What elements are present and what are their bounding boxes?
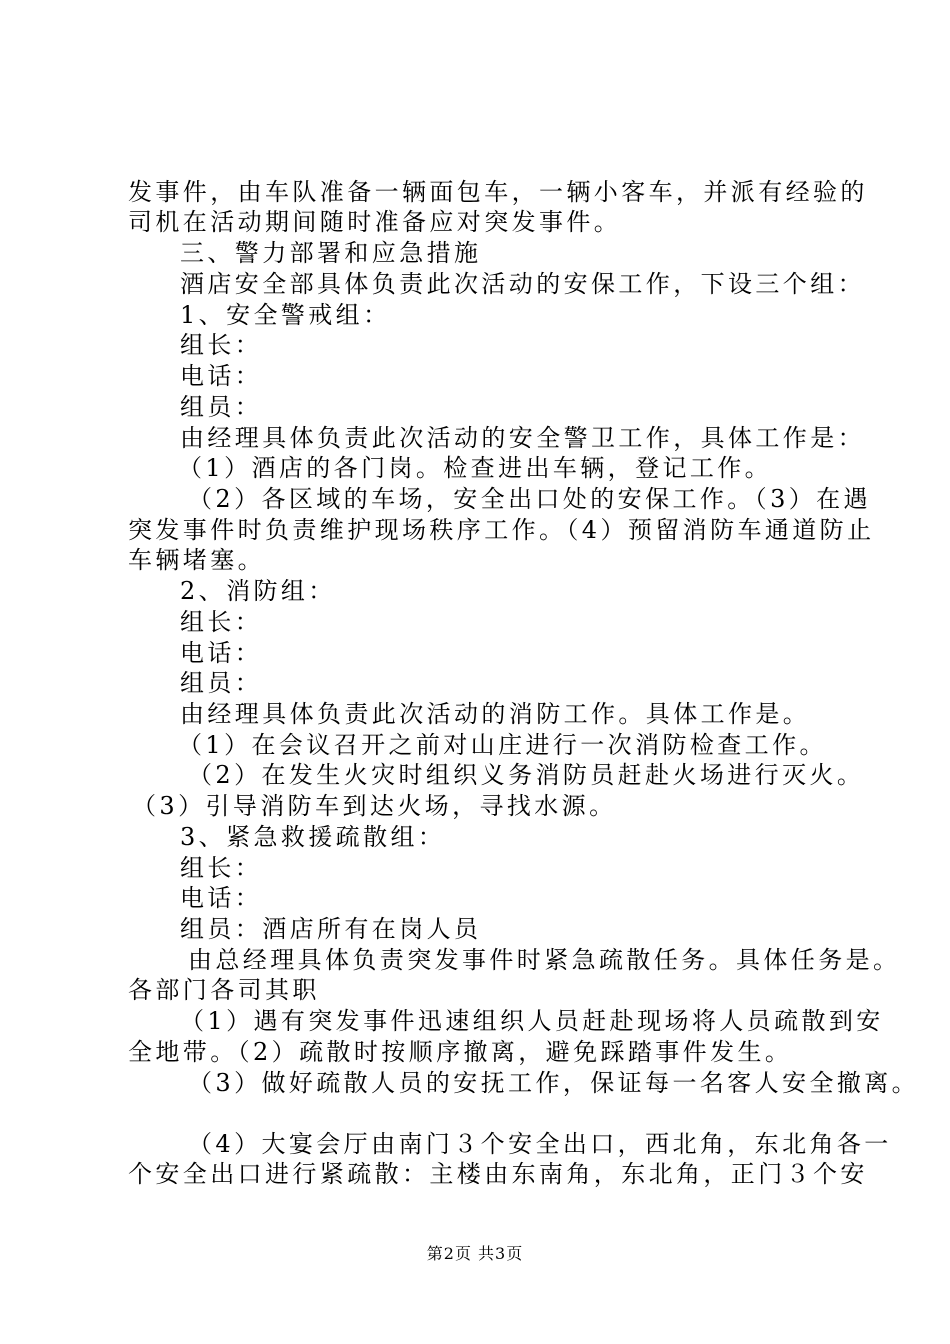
body-line-26: 由总经理具体负责突发事件时紧急疏散任务。具体任务是。: [188, 946, 901, 974]
group2-leader-label: 组长：: [180, 608, 263, 636]
group1-phone-label: 电话：: [180, 362, 263, 390]
body-line-1: 发事件，由车队准备一辆面包车，一辆小客车，并派有经验的: [128, 178, 868, 206]
group3-members-label: 组员：酒店所有在岗人员: [180, 915, 482, 943]
group-heading-3: 3、紧急救援疏散组：: [180, 823, 446, 851]
body-line-19: （1）在会议召开之前对山庄进行一次消防检查工作。: [178, 731, 827, 759]
body-line-2: 司机在活动期间随时准备应对突发事件。: [128, 208, 622, 236]
group2-phone-label: 电话：: [180, 639, 263, 667]
group3-leader-label: 组长：: [180, 854, 263, 882]
group-heading-1: 1、安全警戒组：: [180, 301, 391, 329]
body-line-28: （1）遇有突发事件迅速组织人员赶赴现场将人员疏散到安: [180, 1007, 884, 1035]
body-line-21: （3）引导消防车到达火场，寻找水源。: [132, 792, 617, 820]
body-line-9: 由经理具体负责此次活动的安全警卫工作，具体工作是：: [180, 424, 865, 452]
body-line-4: 酒店安全部具体负责此次活动的安保工作，下设三个组：: [180, 270, 865, 298]
group1-members-label: 组员：: [180, 393, 263, 421]
body-line-30: （3）做好疏散人员的安抚工作，保证每一名客人安全撤离。: [188, 1069, 920, 1097]
body-line-31: （4）大宴会厅由南门３个安全出口，西北角，东北角各一: [188, 1130, 892, 1158]
group-heading-2: 2、消防组：: [180, 577, 336, 605]
body-line-18: 由经理具体负责此次活动的消防工作。具体工作是。: [180, 700, 811, 728]
group3-phone-label: 电话：: [180, 884, 263, 912]
section-heading-3: 三、警力部署和应急措施: [180, 239, 482, 267]
body-line-13: 车辆堵塞。: [128, 546, 265, 574]
body-line-20: （2）在发生火灾时组织义务消防员赶赴火场进行灭火。: [188, 761, 865, 789]
body-line-29: 全地带。（2）疏散时按顺序撤离，避免踩踏事件发生。: [128, 1038, 793, 1066]
body-line-32: 个安全出口进行紧疏散：主楼由东南角，东北角，正门３个安: [128, 1160, 868, 1188]
body-line-10: （1）酒店的各门岗。检查进出车辆，登记工作。: [178, 454, 773, 482]
group1-leader-label: 组长：: [180, 331, 263, 359]
page-number-footer: 第2页 共3页: [426, 1244, 524, 1263]
body-line-12: 突发事件时负责维护现场秩序工作。（4）预留消防车通道防止: [128, 516, 875, 544]
group2-members-label: 组员：: [180, 669, 263, 697]
body-line-27: 各部门各司其职: [128, 976, 320, 1004]
body-line-11: （2）各区域的车场，安全出口处的安保工作。（3）在遇: [188, 485, 871, 513]
